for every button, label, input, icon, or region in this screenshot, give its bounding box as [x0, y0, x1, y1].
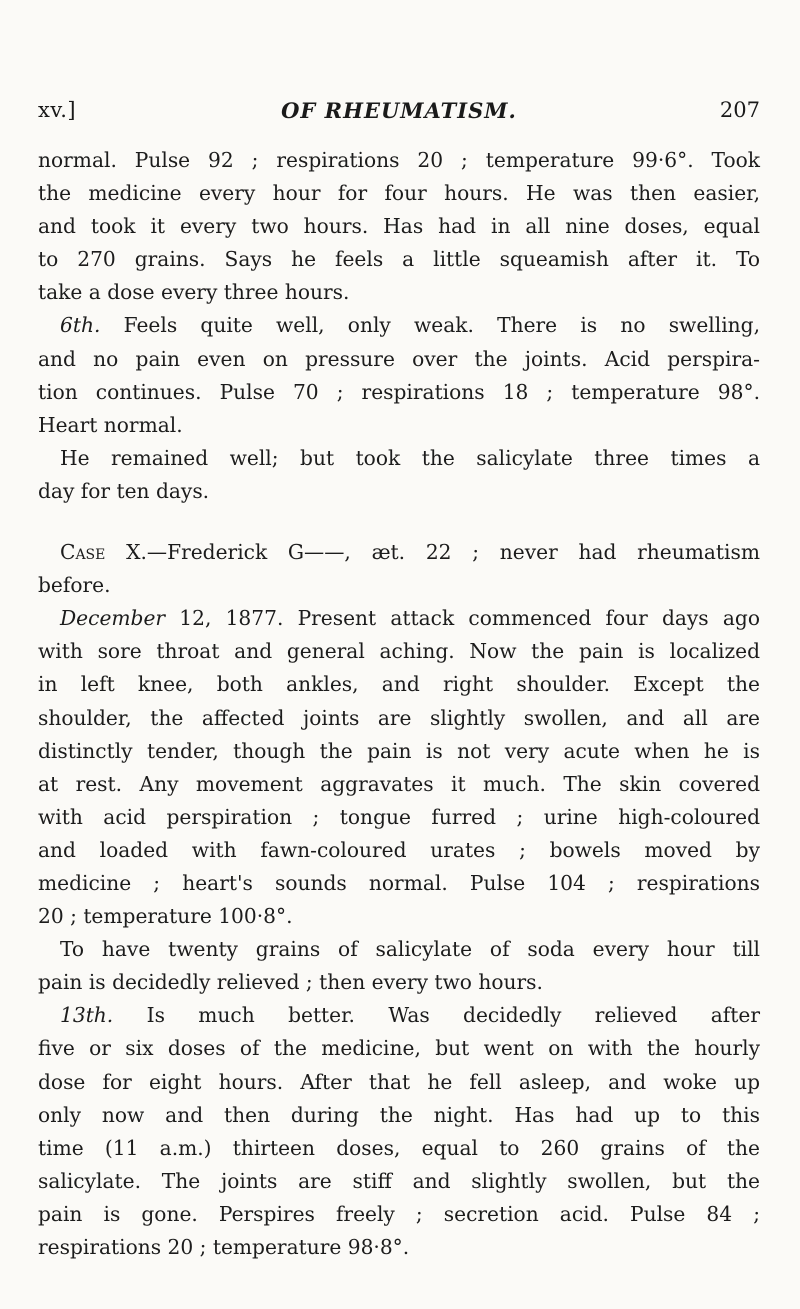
text-line: five or six doses of the medicine, but went on with the hourly: [38, 1036, 760, 1061]
text-line: distinctly tender, though the pain is not very acute when he is: [38, 738, 760, 763]
line-text: Is much better. Was decidedly relieved after: [146, 1003, 760, 1028]
text-line: tion continues. Pulse 70 ; respirations 18 ; temperature 98°.: [38, 379, 760, 404]
text-line: day for ten days.: [38, 478, 210, 503]
text-line: normal. Pulse 92 ; respirations 20 ; temperature 99·6°. Took: [38, 148, 760, 172]
text-line: at rest. Any movement aggravates it much. The skin covered: [38, 771, 760, 796]
text-line: He remained well; but took the salicylate three times a: [60, 445, 760, 470]
text-line: pain is gone. Perspires freely ; secretion acid. Pulse 84 ;: [38, 1201, 760, 1226]
case-heading: Case X.: [60, 540, 147, 565]
text-line: shoulder, the affected joints are slightly swollen, and all are: [38, 705, 760, 730]
text-line: with acid perspiration ; tongue furred ; urine high-coloured: [38, 804, 760, 829]
text-line: [38, 536, 760, 569]
entry-date: 13th.: [60, 1003, 114, 1028]
text-line: only now and then during the night. Has had up to this: [38, 1102, 760, 1127]
line-text: 12, 1877. Present attack commenced four days ago: [179, 606, 760, 631]
text-line: and loaded with fawn-coloured urates ; bowels moved by: [38, 837, 760, 862]
line-text: Feels quite well, only weak. There is no swelling,: [123, 313, 760, 338]
page-number: 207: [719, 98, 760, 122]
section-gap: [38, 508, 760, 536]
text-line: medicine ; heart's sounds normal. Pulse 104 ; respirations: [38, 870, 760, 895]
text-line: 20 ; temperature 100·8°.: [38, 904, 293, 929]
text-line: respirations 20 ; temperature 98·8°.: [38, 1235, 410, 1259]
section-marker: xv.]: [38, 98, 77, 122]
text-line: time (11 a.m.) thirteen doses, equal to 260 grains of the: [38, 1135, 760, 1160]
text-line: Heart normal.: [38, 412, 183, 437]
entry-date: December: [60, 606, 166, 631]
text-line: the medicine every hour for four hours. He was then easier,: [38, 181, 760, 206]
text-line: [38, 309, 760, 342]
line-text: —Frederick G——, æt. 22 ; never had rheumatism: [146, 540, 760, 565]
text-line: take a dose every three hours.: [38, 280, 350, 305]
running-title: OF RHEUMATISM.: [281, 98, 517, 123]
text-line: to 270 grains. Says he feels a little squeamish after it. To: [38, 247, 760, 272]
text-line: pain is decidedly relieved ; then every two hours.: [38, 970, 543, 995]
text-line: before.: [38, 573, 111, 598]
body-text: [38, 144, 760, 1264]
text-line: and no pain even on pressure over the joints. Acid perspira-: [38, 346, 760, 371]
running-header: [38, 98, 760, 132]
text-line: with sore throat and general aching. Now the pain is localized: [38, 639, 760, 664]
text-line: dose for eight hours. After that he fell asleep, and woke up: [38, 1069, 760, 1094]
entry-date: 6th.: [60, 313, 101, 338]
text-line: [38, 602, 760, 635]
text-line: and took it every two hours. Has had in all nine doses, equal: [38, 214, 760, 239]
text-line: salicylate. The joints are stiff and slightly swollen, but the: [38, 1168, 760, 1193]
text-line: [38, 999, 760, 1032]
text-line: in left knee, both ankles, and right shoulder. Except the: [38, 672, 760, 697]
text-line: To have twenty grains of salicylate of soda every hour till: [60, 937, 760, 962]
